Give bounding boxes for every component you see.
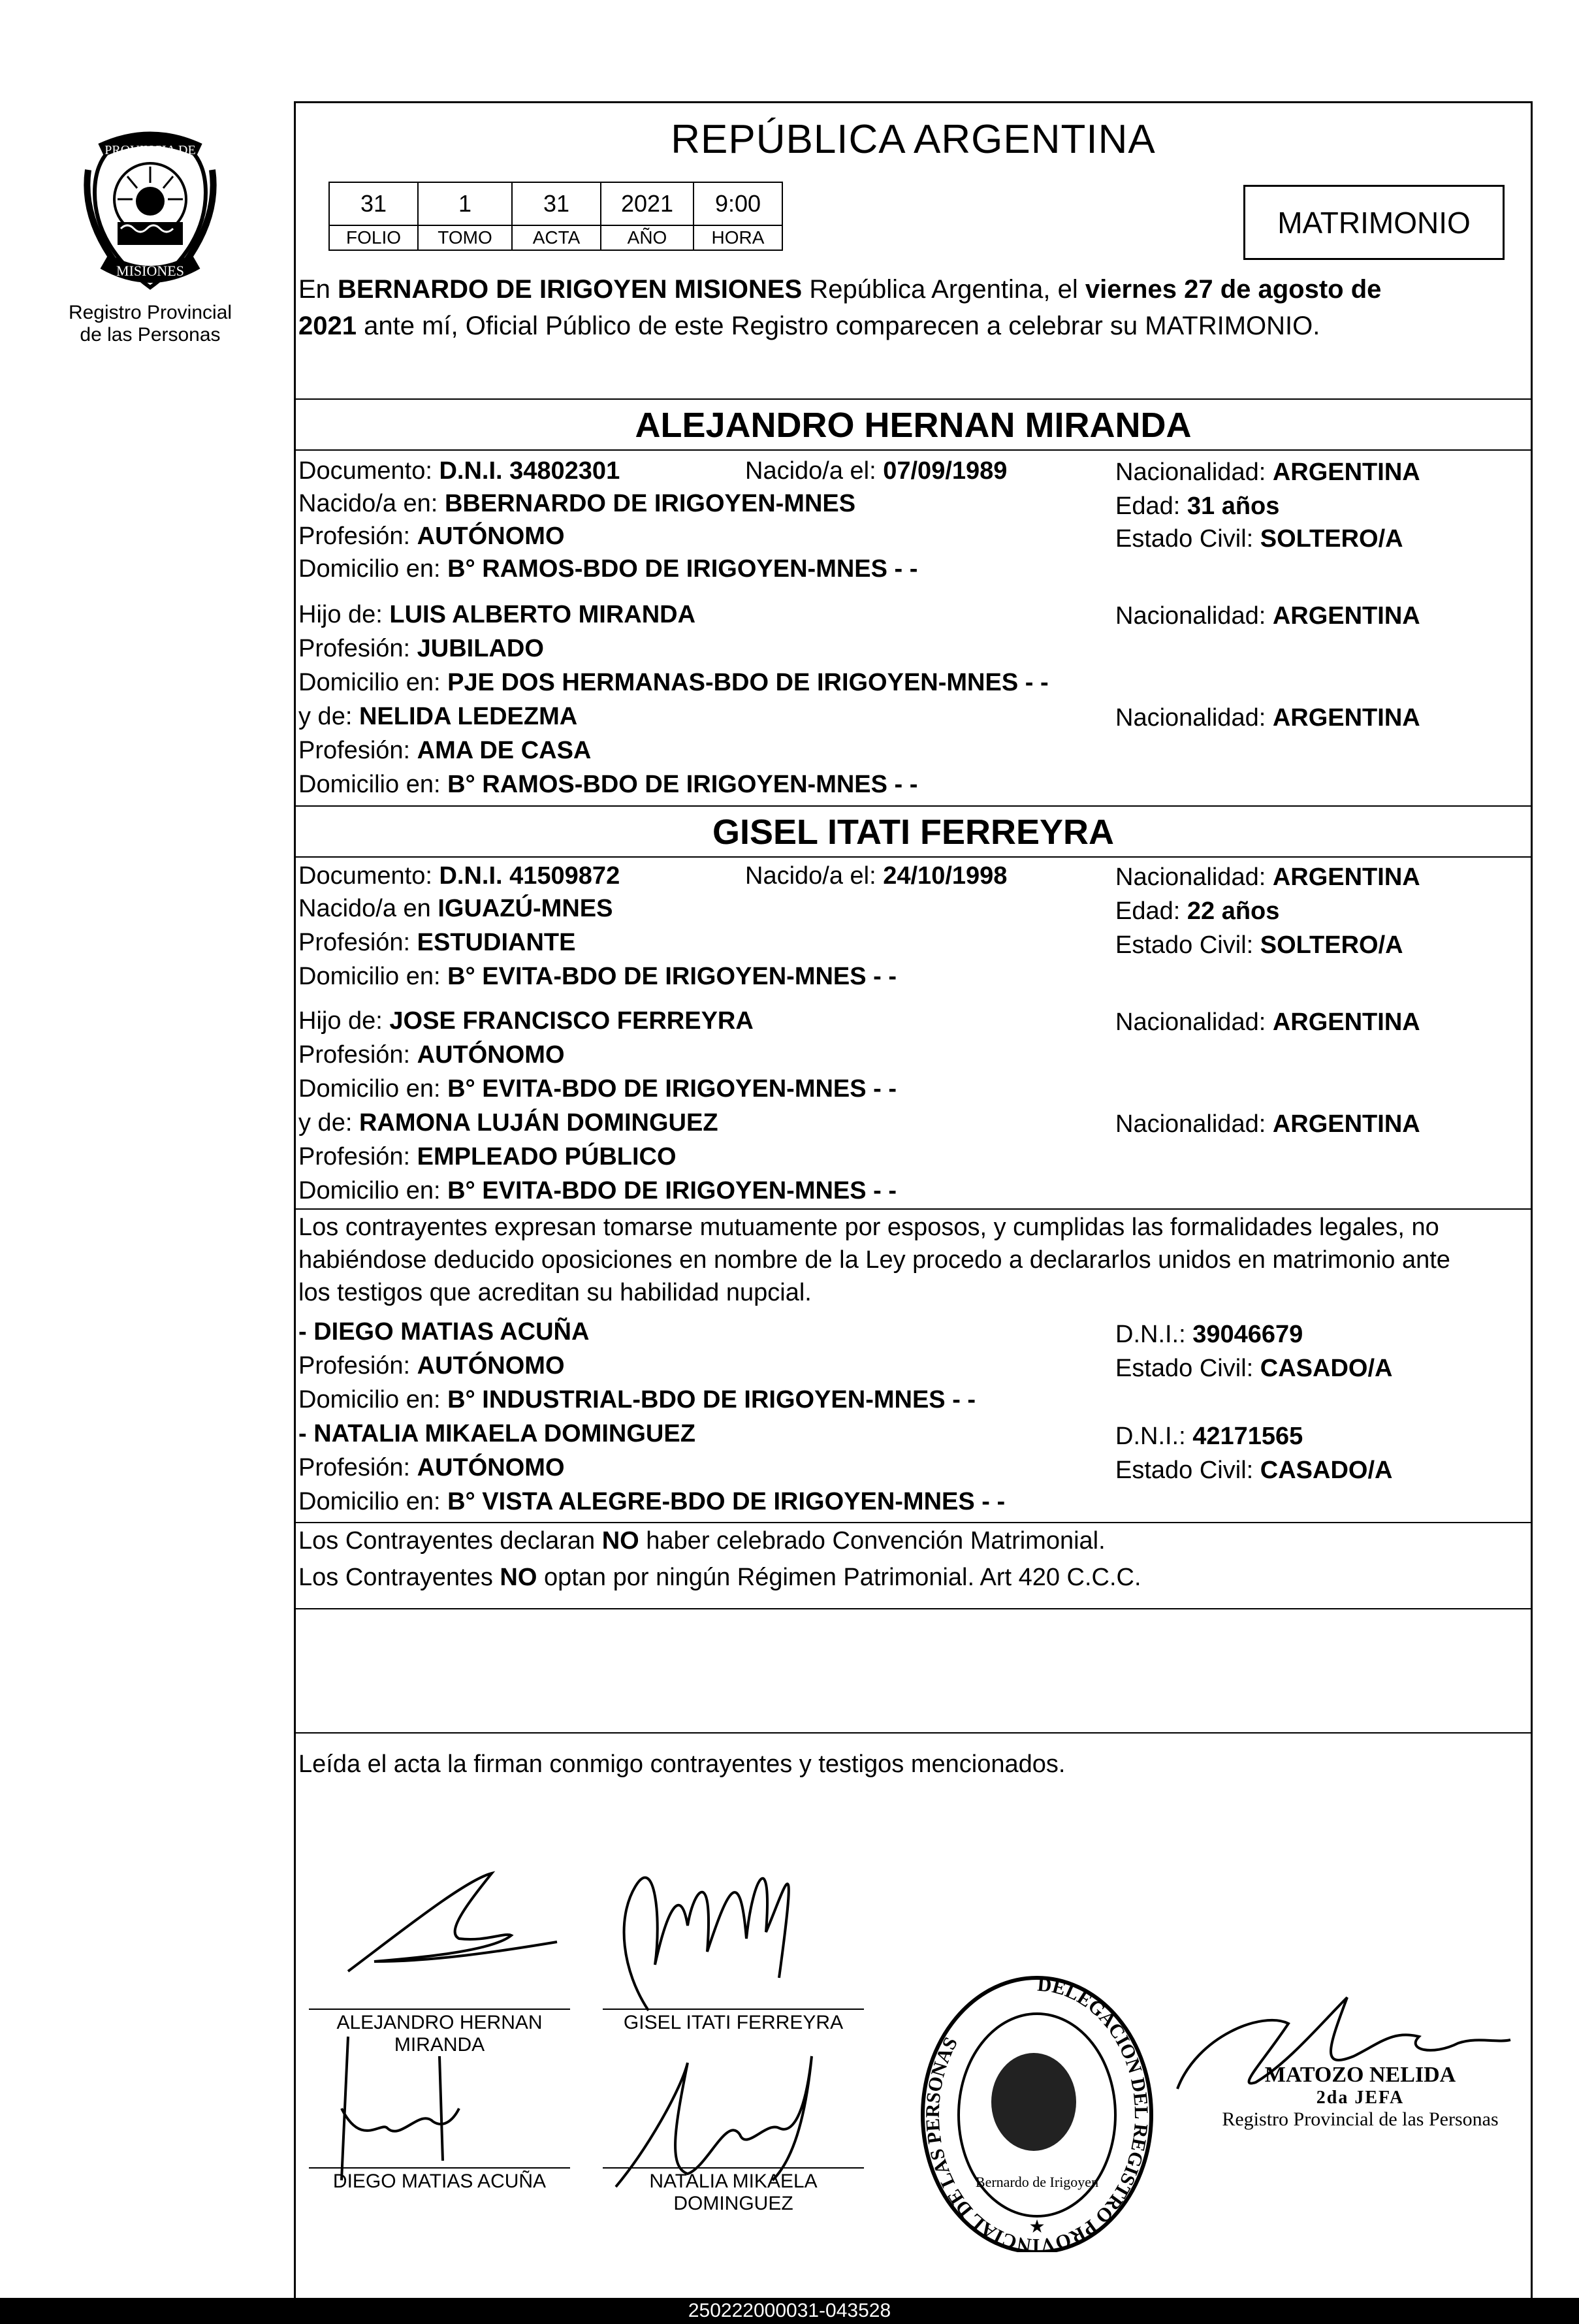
witness2-profession: Profesión: AUTÓNOMO (298, 1454, 565, 1481)
spouse2-birthplace: Nacido/a en IGUAZÚ-MNES (298, 895, 613, 922)
intro-line1: En BERNARDO DE IRIGOYEN MISIONES República Argentina, el viernes 27 de agosto de (298, 275, 1382, 304)
signature-witness2-icon (609, 2037, 844, 2193)
svg-text:DELEGACION DEL REGISTRO PROVIN: DELEGACION DEL REGISTRO PROVINCIAL DE LAS PERSONAS (921, 1973, 1153, 2252)
svg-text:Bernardo de Irigoyen: Bernardo de Irigoyen (975, 2174, 1099, 2190)
witness1-address: Domicilio en: B° INDUSTRIAL-BDO DE IRIGOYEN-MNES - - (298, 1386, 976, 1413)
spouse1-age: Edad: 31 años (1115, 492, 1280, 520)
signature-spouse1-icon (335, 1801, 570, 1997)
acta-value: 31 (512, 182, 601, 225)
spouse2-birthdate: Nacido/a el: 24/10/1998 (745, 862, 1008, 890)
declaration-line1: Los contrayentes expresan tomarse mutuamente por esposos, y cumplidas las formalidades legales, no (298, 1214, 1439, 1241)
official-organization: Registro Provincial de las Personas (1222, 2108, 1499, 2130)
divider (296, 1522, 1531, 1523)
spouse2-age: Edad: 22 años (1115, 897, 1280, 925)
spouse2-nationality: Nacionalidad: ARGENTINA (1115, 863, 1420, 891)
folio-label: FOLIO (329, 225, 418, 250)
divider (296, 805, 1531, 807)
divider (296, 1608, 1531, 1609)
svg-text:MISIONES: MISIONES (116, 263, 184, 279)
signature-line (309, 2009, 570, 2010)
hora-label: HORA (694, 225, 782, 250)
registry-stamp-icon (913, 1965, 1161, 2252)
spouse1-mother-profession: Profesión: AMA DE CASA (298, 737, 592, 764)
divider (296, 856, 1531, 858)
declaration-line3: los testigos que acreditan su habilidad nupcial. (298, 1279, 812, 1306)
witness2-address: Domicilio en: B° VISTA ALEGRE-BDO DE IRIGOYEN-MNES - - (298, 1488, 1006, 1515)
anio-label: AÑO (601, 225, 694, 250)
spouse2-father-nationality: Nacionalidad: ARGENTINA (1115, 1009, 1420, 1036)
witness2-dni: D.N.I.: 42171565 (1115, 1423, 1303, 1450)
spouse2-address: Domicilio en: B° EVITA-BDO DE IRIGOYEN-MNES - - (298, 963, 897, 990)
convention-line2: Los Contrayentes NO optan por ningún Régimen Patrimonial. Art 420 C.C.C. (298, 1564, 1141, 1591)
signature-name-witness2: NATALIA MIKAELA DOMINGUEZ (649, 2171, 818, 2214)
spouse2-mother-address: Domicilio en: B° EVITA-BDO DE IRIGOYEN-MNES - - (298, 1177, 897, 1204)
divider (296, 1732, 1531, 1734)
spouse1-document: Documento: D.N.I. 34802301 (298, 457, 620, 485)
witness1-name: - DIEGO MATIAS ACUÑA (298, 1318, 590, 1346)
record-table (328, 182, 783, 251)
spouse2-mother-profession: Profesión: EMPLEADO PÚBLICO (298, 1143, 677, 1170)
institution-caption: Registro Provincial de las Personas (68, 302, 232, 346)
spouse1-address: Domicilio en: B° RAMOS-BDO DE IRIGOYEN-MNES - - (298, 555, 918, 583)
spouse1-mother: y de: NELIDA LEDEZMA (298, 703, 578, 730)
spouse2-civil-status: Estado Civil: SOLTERO/A (1115, 931, 1403, 959)
spouse1-civil-status: Estado Civil: SOLTERO/A (1115, 525, 1403, 553)
spouse1-father-nationality: Nacionalidad: ARGENTINA (1115, 602, 1420, 630)
official-signature-block (1197, 2063, 1523, 2131)
anio-value: 2021 (601, 182, 694, 225)
witness1-civil-status: Estado Civil: CASADO/A (1115, 1355, 1393, 1382)
acta-label: ACTA (512, 225, 601, 250)
spouse2-name: GISEL ITATI FERREYRA (712, 813, 1115, 852)
tomo-label: TOMO (418, 225, 512, 250)
witness1-dni: D.N.I.: 39046679 (1115, 1321, 1303, 1348)
institution-seal (52, 131, 248, 346)
spouse2-father-address: Domicilio en: B° EVITA-BDO DE IRIGOYEN-MNES - - (298, 1075, 897, 1103)
spouse1-mother-nationality: Nacionalidad: ARGENTINA (1115, 704, 1420, 732)
certificate-type-box: MATRIMONIO (1243, 185, 1505, 260)
spouse1-father-profession: Profesión: JUBILADO (298, 635, 544, 662)
spouse1-profession: Profesión: AUTÓNOMO (298, 523, 565, 550)
spouse2-mother: y de: RAMONA LUJÁN DOMINGUEZ (298, 1109, 718, 1137)
certificate-frame (294, 101, 1533, 2304)
closing-statement: Leída el acta la firman conmigo contrayentes y testigos mencionados. (298, 1751, 1066, 1778)
official-title: 2da JEFA (1316, 2088, 1405, 2108)
svg-text:★: ★ (1029, 2216, 1045, 2236)
intro-line2: 2021 ante mí, Oficial Público de este Registro comparecen a celebrar su MATRIMONIO. (298, 312, 1320, 340)
page-title: REPÚBLICA ARGENTINA (671, 117, 1156, 162)
signature-name-spouse1: ALEJANDRO HERNAN MIRANDA (336, 2012, 543, 2056)
spouse2-document: Documento: D.N.I. 41509872 (298, 862, 620, 890)
spouse1-nationality: Nacionalidad: ARGENTINA (1115, 459, 1420, 486)
spouse1-father: Hijo de: LUIS ALBERTO MIRANDA (298, 601, 696, 628)
svg-text:PROVINCIA DE: PROVINCIA DE (104, 143, 196, 157)
witness2-name: - NATALIA MIKAELA DOMINGUEZ (298, 1420, 695, 1447)
spouse1-father-address: Domicilio en: PJE DOS HERMANAS-BDO DE IRIGOYEN-MNES - - (298, 669, 1049, 696)
official-name: MATOZO NELIDA (1264, 2063, 1456, 2087)
signature-witness1-icon (322, 2030, 492, 2187)
spouse1-birthdate: Nacido/a el: 07/09/1989 (745, 457, 1008, 485)
witness2-civil-status: Estado Civil: CASADO/A (1115, 1457, 1393, 1484)
folio-value: 31 (329, 182, 418, 225)
spouse2-father-profession: Profesión: AUTÓNOMO (298, 1041, 565, 1069)
misiones-coat-of-arms-icon (75, 131, 225, 294)
spouse2-father: Hijo de: JOSE FRANCISCO FERREYRA (298, 1007, 754, 1035)
declaration-line2: habiéndose deducido oposiciones en nombre de la Ley procedo a declararlos unidos en matrimonio ante (298, 1246, 1450, 1274)
divider (296, 398, 1531, 400)
spouse1-mother-address: Domicilio en: B° RAMOS-BDO DE IRIGOYEN-MNES - - (298, 771, 918, 798)
signature-spouse2-icon (609, 1808, 844, 2024)
witness1-profession: Profesión: AUTÓNOMO (298, 1352, 565, 1380)
spouse2-mother-nationality: Nacionalidad: ARGENTINA (1115, 1110, 1420, 1138)
hora-value: 9:00 (694, 182, 782, 225)
document-id-footer: 250222000031-043528 (0, 2298, 1579, 2324)
convention-line1: Los Contrayentes declaran NO haber celebrado Convención Matrimonial. (298, 1527, 1106, 1555)
signature-name-spouse2: GISEL ITATI FERREYRA (623, 2012, 844, 2033)
spouse2-profession: Profesión: ESTUDIANTE (298, 929, 576, 956)
spouse1-name: ALEJANDRO HERNAN MIRANDA (635, 406, 1192, 445)
divider (296, 449, 1531, 451)
tomo-value: 1 (418, 182, 512, 225)
signature-name-witness1: DIEGO MATIAS ACUÑA (332, 2171, 547, 2192)
spouse1-birthplace: Nacido/a en: BBERNARDO DE IRIGOYEN-MNES (298, 490, 856, 517)
divider (296, 1208, 1531, 1210)
